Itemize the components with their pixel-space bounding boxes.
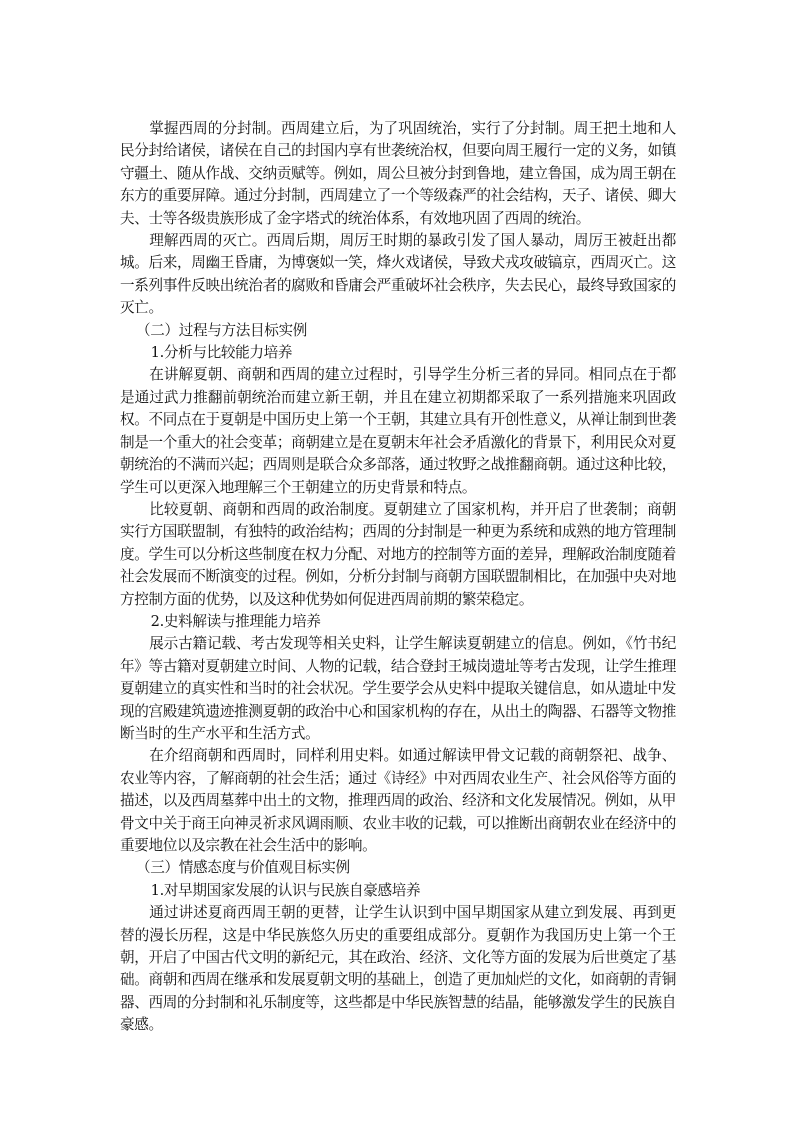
subheading-source-interpretation: 2.史料解读与推理能力培养 bbox=[150, 612, 321, 630]
paragraph-western-zhou-fall: 理解西周的灭亡。西周后期，周厉王时期的暴政引发了国人暴动，周厉王被赶出都城。后来，周幽王昏庸，为博褒姒一笑，烽火戏诸侯，导致犬戎攻破镐京，西周灭亡。这一系列事件反映出统治者的腐败和昏庸会严重破坏社会秩序，失去民心，最终导致国家的灭亡。 bbox=[120, 232, 676, 317]
paragraph-enfeoffment: 掌握西周的分封制。西周建立后，为了巩固统治，实行了分封制。周王把土地和人民分封给诸侯，诸侯在自己的封国内享有世袭统治权，但要向周王履行一定的义务，如镇守疆土、随从作战、交纳贡赋等。例如，周公旦被分封到鲁地，建立鲁国，成为周王朝在东方的重要屏障。通过分封制，西周建立了一个等级森严的社会结构，天子、诸侯、卿大夫、士等各级贵族形成了金字塔式的统治体系，有效地巩固了西周的统治。 bbox=[120, 120, 676, 227]
paragraph-xia-sources: 展示古籍记载、考古发现等相关史料，让学生解读夏朝建立的信息。例如，《竹书纪年》等古籍对夏朝建立时间、人物的记载，结合登封王城岗遗址等考古发现，让学生推理夏朝建立的真实性和当时的社会状况。学生要学会从史料中提取关键信息，如从遗址中发现的宫殿建筑遗迹推测夏朝的政治中心和国家机构的存在，从出土的陶器、石器等文物推断当时的生产水平和生活方式。 bbox=[120, 635, 676, 742]
paragraph-dynasty-succession: 通过讲述夏商西周王朝的更替，让学生认识到中国早期国家从建立到发展、再到更替的漫长历程，这是中华民族悠久历史的重要组成部分。夏朝作为我国历史上第一个王朝，开启了中国古代文明的新纪元，其在政治、经济、文化等方面的发展为后世奠定了基础。商朝和西周在继承和发展夏朝文明的基础上，创造了更加灿烂的文化，如商朝的青铜器、西周的分封制和礼乐制度等，这些都是中华民族智慧的结晶，能够激发学生的民族自豪感。 bbox=[120, 904, 676, 1034]
section-heading-process-method: （二）过程与方法目标实例 bbox=[136, 321, 307, 339]
section-heading-emotion-values: （三）情感态度与价值观目标实例 bbox=[136, 859, 350, 877]
paragraph-political-systems: 比较夏朝、商朝和西周的政治制度。夏朝建立了国家机构，并开启了世袭制；商朝实行方国联盟制，有独特的政治结构；西周的分封制是一种更为系统和成熟的地方管理制度。学生可以分析这些制度在权力分配、对地方的控制等方面的差异，理解政治制度随着社会发展而不断演变的过程。例如，分析分封制与商朝方国联盟制相比，在加强中央对地方控制方面的优势，以及这种优势如何促进西周前期的繁荣稳定。 bbox=[120, 500, 676, 608]
paragraph-founding-comparison: 在讲解夏朝、商朝和西周的建立过程时，引导学生分析三者的异同。相同点在于都是通过武力推翻前朝统治而建立新王朝，并且在建立初期都采取了一系列措施来巩固政权。不同点在于夏朝是中国历史上第一个王朝，其建立具有开创性意义，从禅让制到世袭制是一个重大的社会变革；商朝建立是在夏朝末年社会矛盾激化的背景下，利用民众对夏朝统治的不满而兴起；西周则是联合众多部落，通过牧野之战推翻商朝。通过这种比较，学生可以更深入地理解三个王朝建立的历史背景和特点。 bbox=[120, 366, 676, 496]
paragraph-shang-zhou-sources: 在介绍商朝和西周时，同样利用史料。如通过解读甲骨文记载的商朝祭祀、战争、农业等内容，了解商朝的社会生活；通过《诗经》中对西周农业生产、社会风俗等方面的描述，以及西周墓葬中出土的文物，推理西周的政治、经济和文化发展情况。例如，从甲骨文中关于商王向神灵祈求风调雨顺、农业丰收的记载，可以推断出商朝农业在经济中的重要地位以及宗教在社会生活中的影响。 bbox=[120, 747, 676, 854]
subheading-analysis-comparison: 1.分析与比较能力培养 bbox=[150, 344, 293, 362]
subheading-national-pride: 1.对早期国家发展的认识与民族自豪感培养 bbox=[150, 881, 421, 899]
document-body bbox=[120, 118, 676, 1037]
